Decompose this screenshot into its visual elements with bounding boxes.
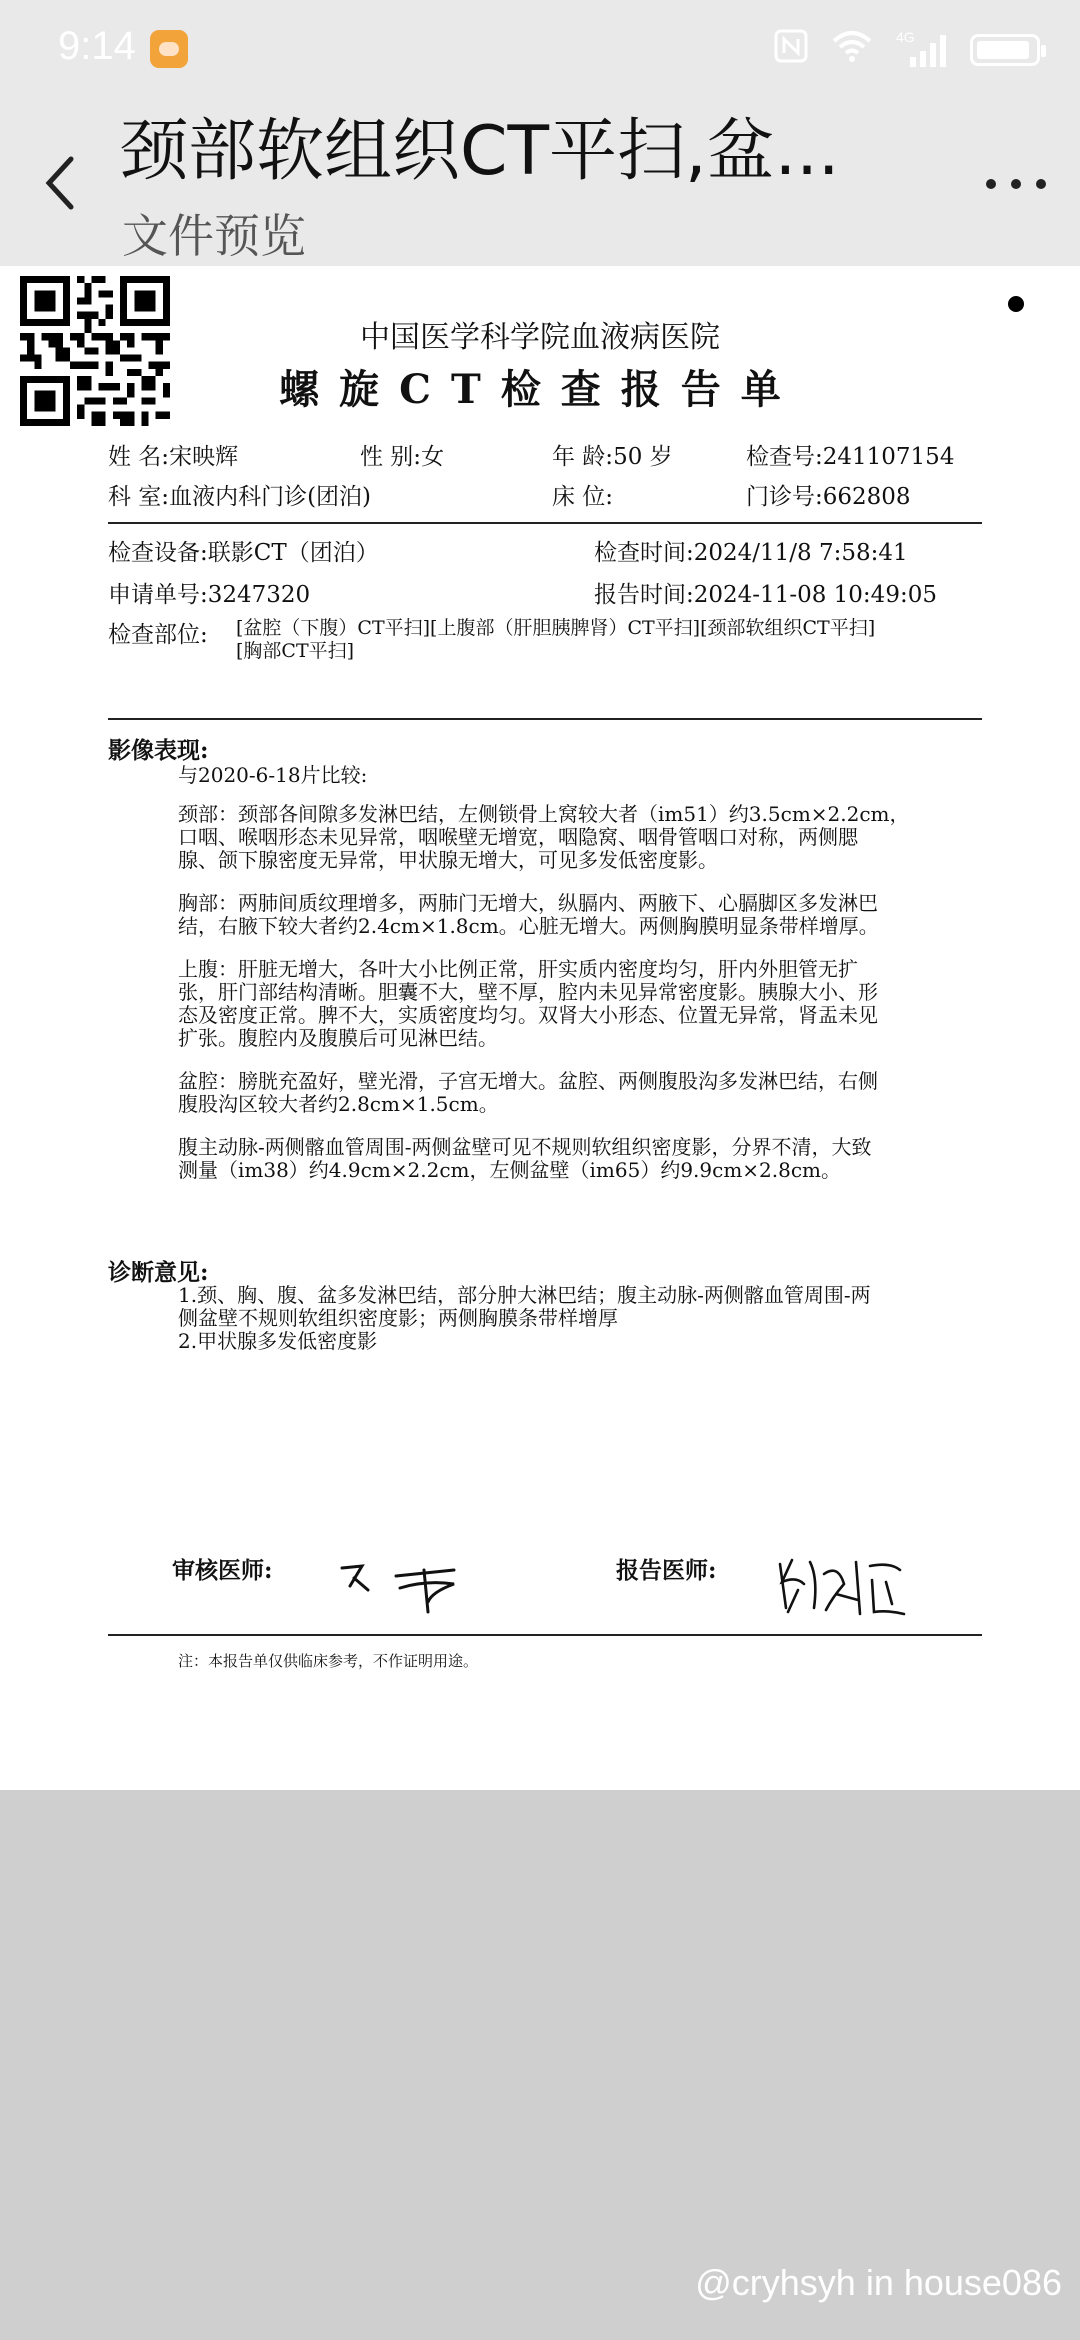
page-subtitle: 文件预览 — [122, 209, 306, 263]
report-note: 注：本报告单仅供临床参考，不作证明用途。 — [178, 1652, 479, 1670]
report-title: 螺旋CT检查报告单 — [279, 366, 801, 413]
imaging-line: 腹股沟区较大者约2.8cm×1.5cm。 — [178, 1092, 499, 1116]
patient-sex: 女 — [421, 444, 445, 470]
hospital-name: 中国医学科学院血液病医院 — [360, 320, 720, 355]
clinic-no-label: 门诊号: — [746, 484, 823, 510]
exam-site-line-2: [胸部CT平扫] — [236, 640, 355, 662]
request-label: 申请单号: — [108, 582, 208, 608]
imaging-paragraph — [178, 892, 978, 938]
dept-label: 科 室: — [108, 484, 170, 510]
watermark: @cryhsyh in house086 — [695, 2262, 1062, 2303]
page-title: 颈部软组织CT平扫,盆... — [120, 112, 840, 191]
nfc-icon — [774, 29, 808, 71]
patient-name-row — [108, 438, 238, 471]
report-time-label: 报告时间: — [594, 582, 694, 608]
site-label: 检查部位: — [108, 622, 208, 648]
patient-sex-row — [360, 438, 444, 471]
back-button[interactable] — [36, 148, 82, 218]
more-options-button[interactable] — [986, 166, 1046, 202]
department-row — [108, 478, 371, 511]
reporter-label: 报告医师: — [616, 1557, 717, 1584]
exam-number: 241107154 — [822, 444, 955, 470]
name-label: 姓 名: — [108, 444, 170, 470]
imaging-title: 影像表现: — [108, 737, 209, 764]
imaging-line: 张，肝门部结构清晰。胆囊不大，壁不厚，腔内未见异常密度影。胰腺大小、形 — [178, 980, 878, 1004]
bed-row — [552, 478, 613, 511]
patient-age-row — [552, 438, 673, 471]
sex-label: 性 别: — [360, 444, 422, 470]
patient-name: 宋映辉 — [169, 444, 239, 470]
imaging-paragraph — [178, 764, 978, 787]
divider — [108, 1634, 982, 1636]
exam-time-label: 检查时间: — [594, 540, 694, 566]
exam-time: 2024/11/8 7:58:41 — [693, 540, 908, 566]
imaging-line: 结，右腋下较大者约2.4cm×1.8cm。心脏无增大。两侧胸膜明显条带样增厚。 — [178, 914, 879, 938]
imaging-line: 上腹：肝脏无增大，各叶大小比例正常，肝实质内密度均匀，肝内外胆管无扩 — [178, 957, 858, 981]
diagnosis-line: 1.颈、胸、腹、盆多发淋巴结，部分肿大淋巴结；腹主动脉-两侧髂血管周围-两 — [178, 1283, 871, 1307]
request-row — [108, 576, 310, 609]
imaging-line: 测量（im38）约4.9cm×2.2cm，左侧盆壁（im65）约9.9cm×2.8cm。 — [178, 1158, 842, 1182]
back-chevron-icon — [41, 153, 77, 213]
status-icons — [774, 30, 1040, 70]
imaging-line: 盆腔：膀胱充盈好，壁光滑，子宫无增大。盆腔、两侧腹股沟多发淋巴结，右侧 — [178, 1069, 878, 1093]
more-dots-icon — [986, 179, 996, 189]
top-bar — [0, 0, 1080, 266]
emoji-app-icon — [150, 30, 188, 68]
imaging-line: 胸部：两肺间质纹理增多，两肺门无增大，纵膈内、两腋下、心膈脚区多发淋巴 — [178, 891, 878, 915]
status-time: 9:14 — [58, 24, 136, 68]
imaging-line: 扩张。腹腔内及腹膜后可见淋巴结。 — [178, 1026, 498, 1050]
reviewer-label: 审核医师: — [172, 1557, 273, 1584]
device-row — [108, 534, 379, 567]
diagnosis-list — [178, 1284, 978, 1353]
battery-icon — [970, 34, 1040, 66]
imaging-line: 态及密度正常。脾不大，实质密度均匀。双肾大小形态、位置无异常，肾盂未见 — [178, 1003, 878, 1027]
imaging-line: 腹主动脉-两侧髂血管周围-两侧盆壁可见不规则软组织密度影，分界不清，大致 — [178, 1135, 872, 1159]
imaging-line: 腺、颌下腺密度无异常，甲状腺无增大，可见多发低密度影。 — [178, 848, 718, 872]
imaging-paragraph — [178, 803, 978, 872]
imaging-findings — [178, 764, 978, 1202]
exam-number-row — [746, 438, 954, 471]
imaging-paragraph — [178, 958, 978, 1050]
reviewer-signature-icon — [336, 1556, 466, 1616]
request-number: 3247320 — [207, 582, 311, 608]
exam-device: 联影CT（团泊） — [207, 540, 379, 566]
reporter-signature-icon — [774, 1554, 910, 1620]
imaging-line: 口咽、喉咽形态未见异常，咽喉壁无增宽，咽隐窝、咽骨管咽口对称，两侧腮 — [178, 825, 858, 849]
bed-label: 床 位: — [552, 484, 614, 510]
imaging-paragraph — [178, 1136, 978, 1182]
exam-site-line-1: [盆腔（下腹）CT平扫][上腹部（肝胆胰脾肾）CT平扫][颈部软组织CT平扫] — [236, 617, 876, 639]
document-preview[interactable] — [0, 266, 1080, 1790]
imaging-line: 颈部：颈部各间隙多发淋巴结，左侧锁骨上窝较大者（im51）约3.5cm×2.2cm， — [178, 802, 910, 826]
diagnosis-line: 2.甲状腺多发低密度影 — [178, 1329, 378, 1353]
network-label: 4G — [896, 29, 915, 45]
divider — [108, 718, 982, 720]
divider — [108, 522, 982, 524]
clinic-number-row — [746, 478, 911, 511]
imaging-line: 与2020-6-18片比较: — [178, 763, 368, 787]
report-time: 2024-11-08 10:49:05 — [693, 582, 937, 608]
page-indicator-dot — [1008, 296, 1024, 312]
exam-time-row — [594, 534, 908, 567]
report-time-row — [594, 576, 937, 609]
exam-no-label: 检查号: — [746, 444, 823, 470]
clinic-number: 662808 — [822, 484, 911, 510]
patient-age: 50 岁 — [613, 444, 673, 470]
wifi-icon — [830, 29, 874, 71]
cellular-4g-icon — [896, 29, 948, 67]
diagnosis-line: 侧盆壁不规则软组织密度影；两侧胸膜条带样增厚 — [178, 1306, 618, 1330]
imaging-paragraph — [178, 1070, 978, 1116]
diagnosis-title: 诊断意见: — [108, 1259, 209, 1286]
department: 血液内科门诊(团泊) — [169, 484, 372, 510]
age-label: 年 龄: — [552, 444, 614, 470]
device-label: 检查设备: — [108, 540, 208, 566]
